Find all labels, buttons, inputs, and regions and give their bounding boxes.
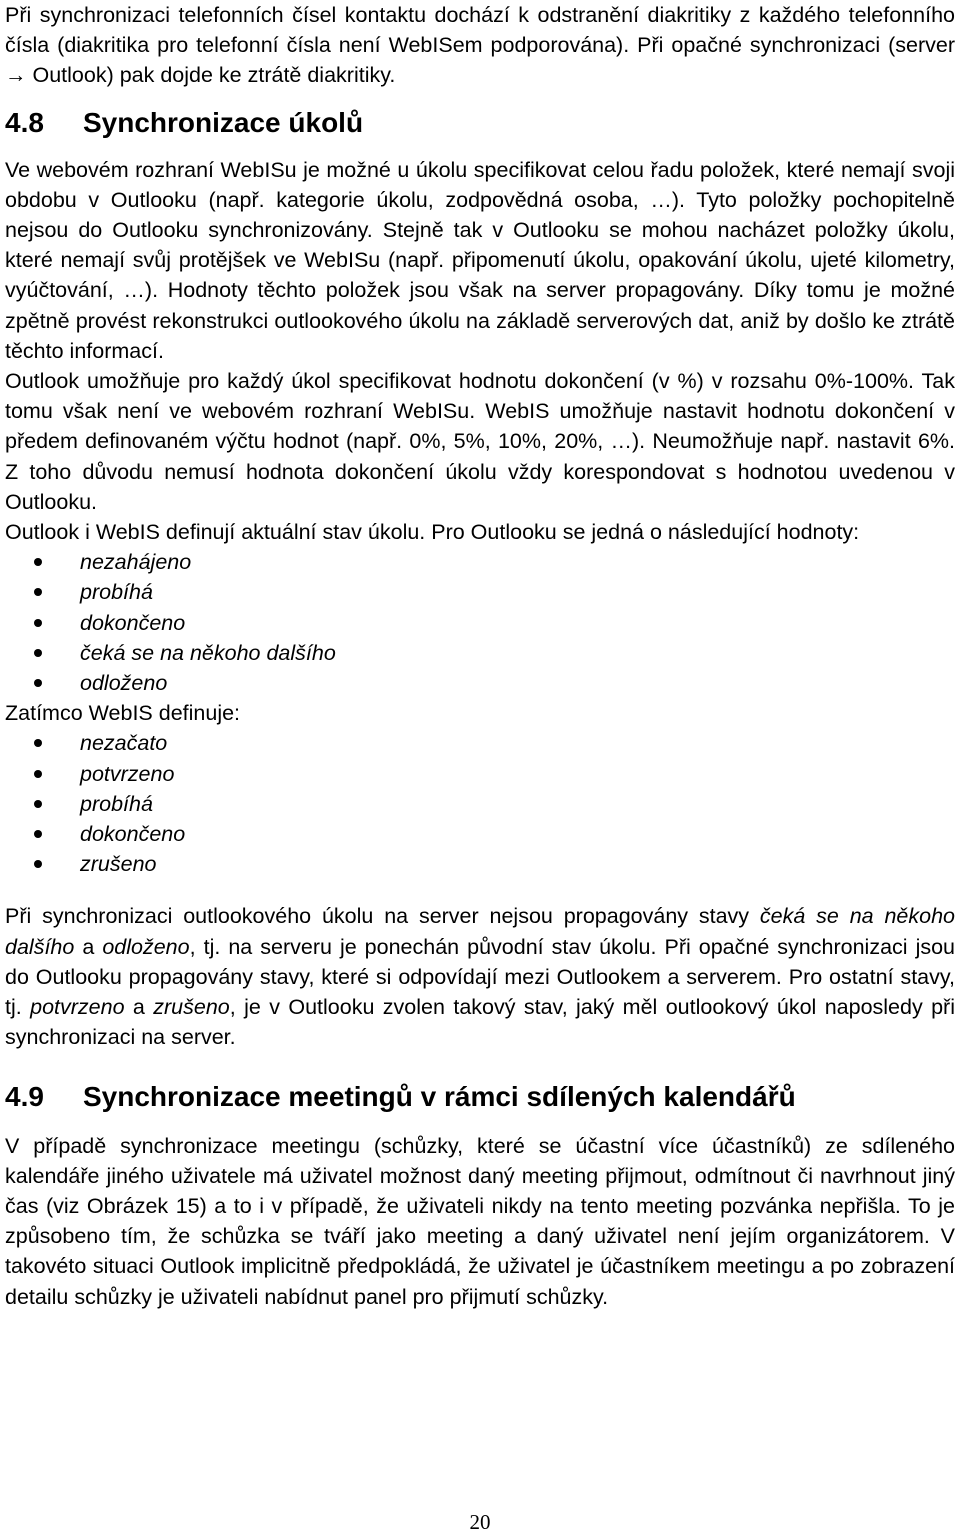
text-run: Při synchronizaci outlookového úkolu na server nejsou propagovány stavy <box>5 904 760 929</box>
text-run: , je v Outlooku zvolen takový stav, jaký měl outlookový úkol naposledy při synchronizaci na server. <box>5 995 955 1050</box>
list-item: dokončeno <box>5 819 955 849</box>
webis-states-intro: Zatímco WebIS definuje: <box>5 701 241 726</box>
italic-run: potvrzeno <box>30 995 125 1020</box>
meetings-paragraph: V případě synchronizace meetingu (schůzky, které se účastní více účastníků) ze sdíleného kalendáře jiného uživatele má uživatel možnost daný meeting přijmout, odmítnout či navrhnout jiný čas (viz Obrázek 15) a to i v případě, že uživateli nikdy na tento meeting pozvánka nepřišla. To je způsobeno tím, že schůzka se tváří jako meeting a daný uživatel není jejím organizátorem. V takovéto situaci Outlook implicitně předpokládá, že uživatel je účastníkem meetingu a po zobrazení detailu schůzky je uživateli nabídnut panel pro přijmutí schůzky. <box>5 1133 955 1309</box>
list-item: odloženo <box>5 668 955 698</box>
page-number: 20 <box>469 1510 491 1534</box>
section-4-9-heading <box>5 1077 955 1117</box>
section-title: Synchronizace úkolů <box>83 106 364 138</box>
tasks-paragraph-5 <box>5 901 955 1052</box>
list-item: zrušeno <box>5 849 955 879</box>
italic-run: čeká se na někoho dalšího <box>5 904 955 959</box>
text-run: a <box>124 995 154 1020</box>
list-item: potvrzeno <box>5 759 955 789</box>
list-item: dokončeno <box>5 608 955 638</box>
tasks-paragraph-3: Outlook i WebIS definují aktuální stav úkolu. Pro Outlooku se jedná o následující hodnoty: <box>5 520 860 545</box>
list-item: nezačato <box>5 728 955 758</box>
list-item: nezahájeno <box>5 547 955 577</box>
list-item: probíhá <box>5 789 955 819</box>
document-page <box>5 0 955 1312</box>
section-number: 4.8 <box>5 106 44 138</box>
italic-run: odloženo <box>102 934 190 959</box>
webis-states-list <box>5 728 955 879</box>
list-item: probíhá <box>5 577 955 607</box>
tasks-paragraph-2: Outlook umožňuje pro každý úkol specifikovat hodnotu dokončení (v %) v rozsahu 0%-100%. Tak tomu však není ve webovém rozhraní WebISu. WebIS umožňuje nastavit hodnotu dokončení v předem definovaném výčtu hodnot (např. 0%, 5%, 10%, 20%, …). Neumožňuje např. nastavit 6%. Z toho důvodu nemusí hodnota dokončení úkolu vždy korespondovat s hodnotou uvedenou v Outlooku. <box>5 369 955 514</box>
list-item: čeká se na někoho dalšího <box>5 638 955 668</box>
italic-run: zrušeno <box>153 995 230 1020</box>
intro-paragraph: Při synchronizaci telefonních čísel kontaktu dochází k odstranění diakritiky z každého telefonního čísla (diakritika pro telefonní čísla není WebISem podporována). Při opačné synchronizaci (server → Outlook) pak dojde ke ztrátě diakritiky. <box>5 3 955 88</box>
section-4-8-heading <box>5 103 955 143</box>
outlook-states-list <box>5 547 955 698</box>
section-title: Synchronizace meetingů v rámci sdílených kalendářů <box>83 1080 796 1112</box>
section-number: 4.9 <box>5 1080 44 1112</box>
text-run: , tj. na serveru je ponechán původní stav úkolu. Při opačné synchronizaci jsou do Outlooku propagovány stavy, které si odpovídají mezi Outlookem a serverem. Pro ostatní stavy, tj. <box>5 934 956 1020</box>
tasks-paragraph-1: Ve webovém rozhraní WebISu je možné u úkolu specifikovat celou řadu položek, které nemají svoji obdobu v Outlooku (např. kategorie úkolu, zodpovědná osoba, …). Tyto položky pochopitelně nejsou do Outlooku synchronizovány. Stejně tak v Outlooku se mohou nacházet položky úkolu, které nemají svůj protějšek ve WebISu (např. připomenutí úkolu, opakování úkolu, ujeté kilometry, vyúčtování, …). Hodnoty těchto položek jsou však na server propagovány. Díky tomu je možné zpětně provést rekonstrukci outlookového úkolu na základě serverových dat, aniž by došlo ke ztrátě těchto informací. <box>5 157 955 363</box>
text-run: a <box>74 934 103 959</box>
